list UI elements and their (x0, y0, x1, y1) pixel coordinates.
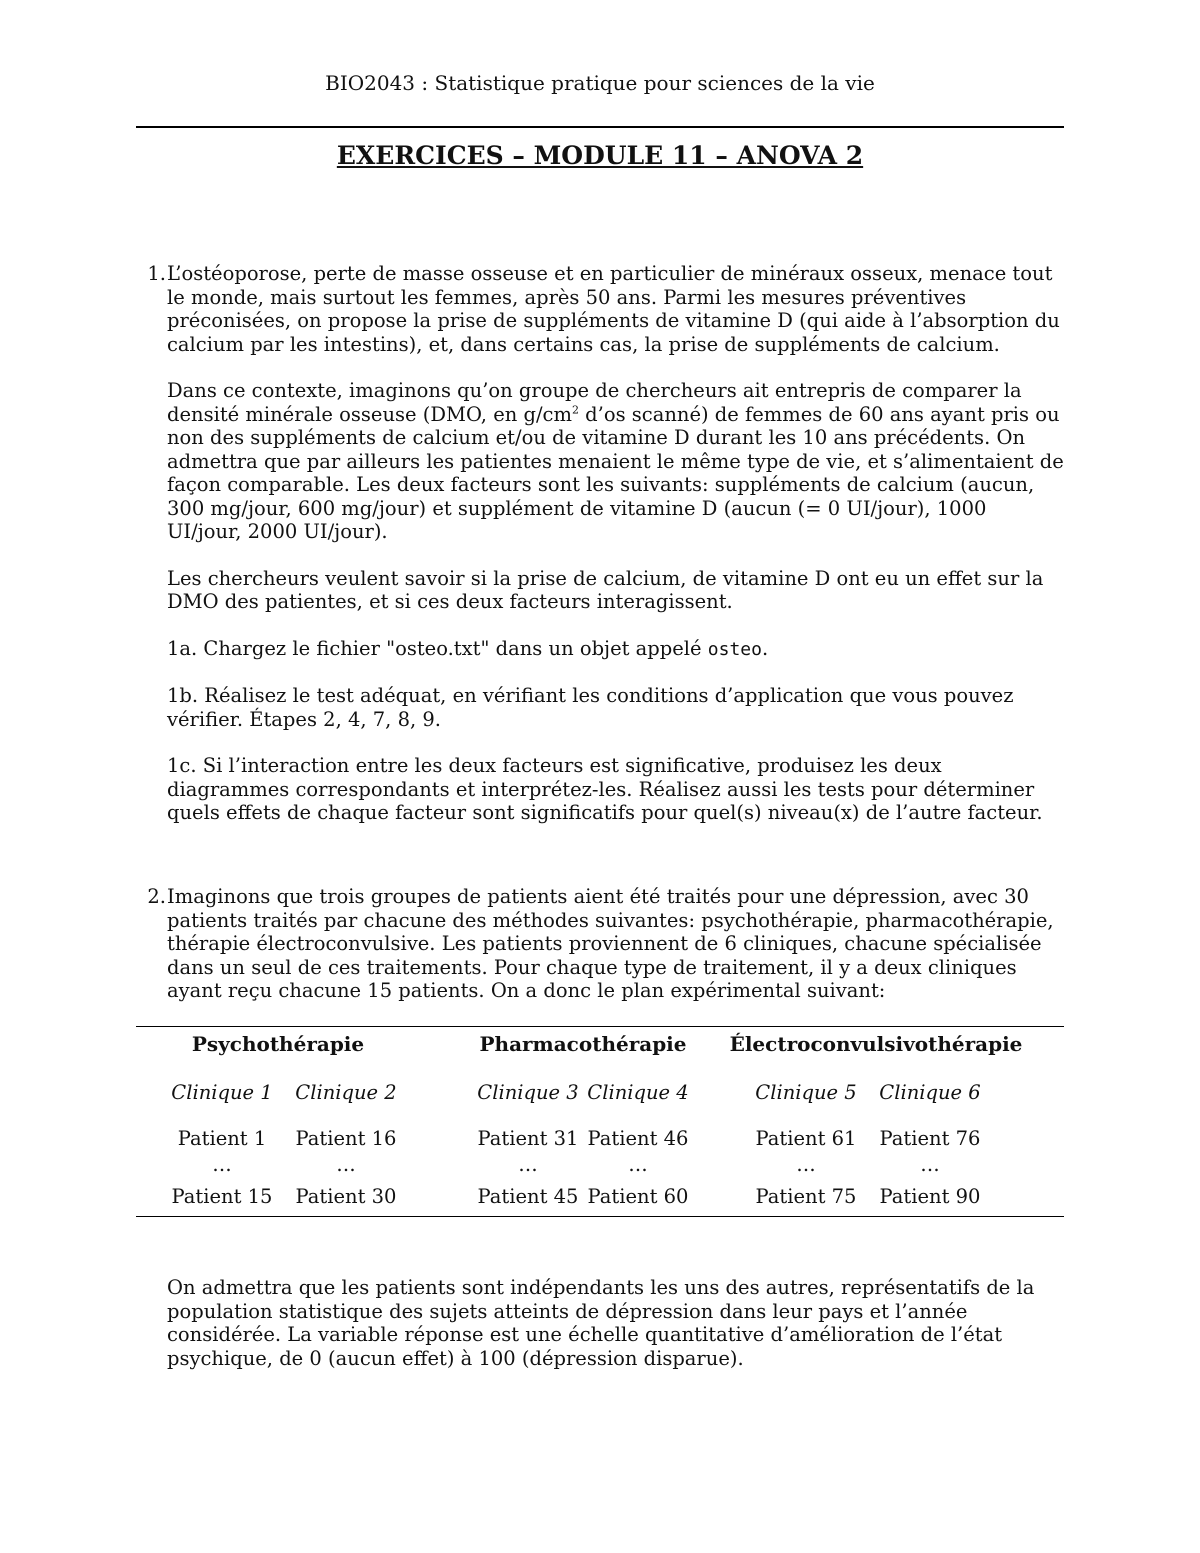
group-header: Électroconvulsivothérapie (729, 1032, 1023, 1056)
exercise-2-conclusion (136, 1276, 1066, 1393)
superscript: 2 (571, 403, 579, 416)
patient-first: Patient 31 (477, 1127, 579, 1150)
experimental-plan-table (136, 1026, 1064, 1217)
ellipsis: … (920, 1153, 940, 1176)
exercise-number: 2. (147, 885, 166, 908)
ellipsis: … (336, 1153, 356, 1176)
question-text: 1a. Chargez le fichier "osteo.txt" dans un objet appelé (167, 636, 708, 660)
question-1b: 1b. Réalisez le test adéquat, en vérifiant les conditions d’application que vous pouvez vérifier. Étapes 2, 4, 7, 8, 9. (167, 684, 1014, 731)
patient-first: Patient 61 (755, 1127, 857, 1150)
page-header: BIO2043 : Statistique pratique pour sciences de la vie (325, 71, 875, 95)
patient-first: Patient 1 (177, 1127, 267, 1150)
patient-first: Patient 76 (879, 1127, 981, 1150)
patient-last: Patient 90 (879, 1185, 981, 1208)
ellipsis: … (628, 1153, 648, 1176)
group-header: Pharmacothérapie (479, 1032, 687, 1056)
paragraph-text: Dans ce contexte, imaginons qu’on groupe de chercheurs ait entrepris de comparer la densité minérale osseuse (DMO, en g/cm (167, 379, 1022, 426)
paragraph-text: d’os scanné) de femmes de 60 ans ayant pris ou non des suppléments de calcium et/ou de vitamine D durant les 10 ans précédents. On admettra que par ailleurs les patientes menaient le même type de vie, et s’alimentaient de façon comparable. Les deux facteurs sont les suivants: suppléments de calcium (aucun, 300 mg/jour, 600 mg/jour) et supplément de vitamine D (aucun (= 0 UI/jour), 1000 UI/jour, 2000 UI/jour). (167, 402, 1064, 543)
clinic-label: Clinique 4 (587, 1081, 689, 1104)
ellipsis: … (518, 1153, 538, 1176)
question-1c: 1c. Si l’interaction entre les deux facteurs est significative, produisez les deux diagrammes correspondants et interprétez-les. Réalisez aussi les tests pour déterminer quels effets de chaque facteur sont significatifs pour quel(s) niveau(x) de l’autre facteur. (167, 754, 1043, 824)
paragraph: Les chercheurs veulent savoir si la prise de calcium, de vitamine D ont eu un effet sur la DMO des patientes, et si ces deux facteurs interagissent. (167, 566, 1044, 613)
ellipsis: … (796, 1153, 816, 1176)
patient-first: Patient 46 (587, 1127, 689, 1150)
ellipsis: … (212, 1153, 232, 1176)
clinic-label: Clinique 2 (295, 1081, 397, 1104)
patient-last: Patient 15 (171, 1185, 273, 1208)
code-object-name: osteo (707, 638, 762, 660)
clinic-label: Clinique 5 (755, 1081, 857, 1104)
paragraph: Imaginons que trois groupes de patients aient été traités pour une dépression, avec 30 patients traités par chacune des méthodes suivantes: psychothérapie, pharmacothérapie, thérapie électroconvulsive. Les patients proviennent de 6 cliniques, chacune spécialisée dans un seul de ces traitements. Pour chaque type de traitement, il y a deux cliniques ayant reçu chacune 15 patients. On a donc le plan expérimental suivant: (167, 885, 1054, 1002)
page-title: EXERCICES – MODULE 11 – ANOVA 2 (336, 141, 864, 170)
exercise-2 (136, 885, 1066, 1026)
clinic-label: Clinique 3 (477, 1081, 579, 1104)
patient-last: Patient 30 (295, 1185, 397, 1208)
exercise-1 (136, 262, 1066, 848)
patient-first: Patient 16 (295, 1127, 397, 1150)
question-text: . (761, 636, 769, 660)
patient-last: Patient 75 (755, 1185, 857, 1208)
exercise-number: 1. (147, 262, 166, 285)
clinic-label: Clinique 1 (171, 1081, 273, 1104)
patient-last: Patient 60 (587, 1185, 689, 1208)
clinic-label: Clinique 6 (879, 1081, 981, 1104)
question-1a (167, 637, 1066, 662)
paragraph (167, 379, 1066, 544)
group-header: Psychothérapie (191, 1032, 365, 1056)
patient-last: Patient 45 (477, 1185, 579, 1208)
header-rule (136, 126, 1064, 128)
paragraph: On admettra que les patients sont indépendants les uns des autres, représentatifs de la population statistique des sujets atteints de dépression dans leur pays et l’année considérée. La variable réponse est une échelle quantitative d’amélioration de l’état psychique, de 0 (aucun effet) à 100 (dépression disparue). (167, 1276, 1035, 1370)
paragraph: L’ostéoporose, perte de masse osseuse et en particulier de minéraux osseux, menace tout le monde, mais surtout les femmes, après 50 ans. Parmi les mesures préventives préconisées, on propose la prise de suppléments de vitamine D (qui aide à l’absorption du calcium par les intestins), et, dans certains cas, la prise de suppléments de calcium. (167, 262, 1060, 356)
